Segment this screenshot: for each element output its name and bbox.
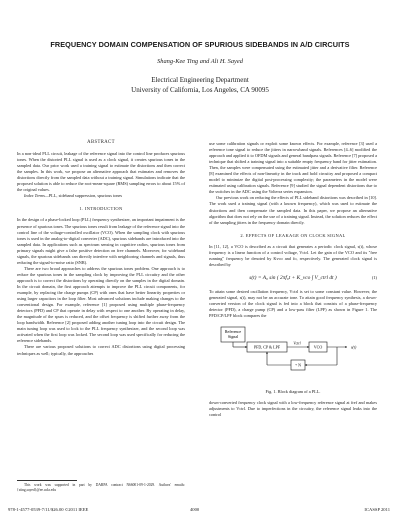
equation-number: (1) [371, 274, 377, 280]
pfd-cp-lpf-label: PFD, CP & LPF [253, 344, 281, 350]
left-column [17, 140, 185, 357]
divider-label: ÷ N [294, 362, 302, 368]
section-1-heading: 1. INTRODUCTION [79, 206, 123, 212]
equation-1 [209, 272, 377, 284]
section-2-heading: 2. EFFECTS OF LEAKAGE ON CLOCK SIGNAL [240, 232, 346, 238]
affiliation-university: University of California, Los Angeles, CA 90095 [131, 85, 269, 94]
pll-block-diagram [209, 323, 377, 387]
abstract-heading: ABSTRACT [87, 140, 115, 145]
paper-authors: Shang-Kee Ting and Ali H. Sayed [157, 58, 243, 65]
index-terms-text: PLL, sideband suppression, spurious tones [48, 193, 123, 199]
footer-isbn: 978-1-4577-0539-7/11/$26.00 ©2011 IEEE [8, 507, 89, 512]
right-paragraph: use some calibration signals or exploit some known effects. For example, reference [3] used a reference tone signal to reduce the jitters in narrowband signals. References [4–6] modified the approach and applied it to OFDM signals and general bandpass signals. Reference [7] proposed a technique that shifted a training signal into a suitable empty frequency band for jitter estimation. Then, the samples were compensated using the estimated jitter and a derivative filter. Reference [8] examined the effects of non-linearity in the track and hold circuitry and proposed a compact model to minimize the digital post-processing complexity; the parameters in the model were estimated using calibration signals. Reference [9] studied the signal dependent distortions due to the switches in the ADC using the Volterra series expansion. [209, 141, 377, 195]
section-1-paragraph: There are various proposed solutions to correct ADC distortions using digital processing techniques as well; typically, the approaches [17, 344, 185, 356]
paper-title: FREQUENCY DOMAIN COMPENSATION OF SPURIOUS SIDEBANDS IN A/D CIRCUITS [50, 40, 350, 49]
footnote [17, 480, 185, 492]
index-terms-label: Index Terms— [24, 193, 49, 199]
right-paragraph: Our previous work on reducing the effects of PLL sideband distortions was described in [10]. The work used a training signal (with a known frequency), which was used to estimate the distortions and then compensate the sampled data. In this paper, we propose an alternative algorithm that does not rely on the use of a training signal. Instead, the solution reduces the effect of the sampling jitters in the frequency domain directly. [209, 195, 377, 225]
reference-label-2: Signal [227, 334, 239, 340]
right-paragraph: To attain some desired oscillation frequency, Vctrl is set to some constant value. However, the generated signal, s(t), may not be an accurate tone. To attain good frequency synthesis, a down-converted version of the clock signal is fed into a block that consists of a phase-frequency detector (PFD), a charge pump (CP) and a low-pass filter (LPF) as shown in Figure 1. The PFD/CP/LPF block compares the [209, 288, 377, 319]
abstract-text: In a non-ideal PLL circuit, leakage of the reference signal into the control line produces spurious tones. When the distorted PLL signal is used as a clock signal, it creates spurious tones in the sampled data. Our prior work used a training signal to estimate the distortions and then correct the samples. In this work, we propose an alternative approach that estimates and removes the distortions directly from the sampled data without a training signal. Simulations indicate that the proposed solution is able to reduce the root-mean-square (RMS) sampling errors to about 15% of the original values. [17, 151, 185, 193]
equation-body: s(t) = A₀ sin ( 2πf₀t + K_vco ∫ V_ctrl dt ) [249, 274, 337, 281]
right-paragraph: In [11, 12], a VCO is described as a circuit that generates a periodic clock signal, s(t), whose frequency is a linear function of a control voltage, Vctrl. Let the gain of the VCO and its "free running" frequency be denoted by Kvco and fo, respectively. The generated clock signal is described by [209, 243, 377, 267]
section-1-paragraph: There are two broad approaches to address the spurious tones problem. One approach is to reduce the spurious tones in the sampling clock by improving the PLL circuitry and the other approach is to correct the distortions by operating directly on the samples in the digital domain. In the circuit domain, the first approach attempts to improve the PLL circuit components, for example, by replacing the charge pumps (CP) with ones that have better linearity properties or using larger capacitors in the loop filter. Most advanced solutions include making changes to the conventional design. For example, reference [1] proposed using multiple phase-frequency detectors (PFD) and CP that operate in delay with respect to one another. By operating in delay, the magnitude of the spurs is reduced, and the offset frequency is shifted further away from the loop bandwidth. Reference [2] proposed adding another tuning loop into the circuit design. The main tuning loop was used to lock to the PLL frequency synthesizer, and the second loop was activated when the first loop was locked. The second loop was used specifically for reducing the reference sidebands. [17, 265, 185, 344]
affiliation [0, 76, 400, 95]
section-1-paragraph: In the design of a phase-locked loop (PLL) frequency synthesizer, an important impairment is the presence of spurious tones. The spurious tones result from leakage of the reference signal into the control line of the voltage-controlled oscillator (VCO). When the sampling clock with spurious tones is used in the analog-to-digital converter (ADC), spurious sidebands are introduced into the sampled data. In applications such as spectrum sensing in cognitive radios, spurious tones from primary signals might give a false positive detection on free channels. Moreover, for wideband signals, the spurious sidebands can directly interfere with neighboring channels and signals, thus reducing the signal-to-noise ratio (SNR). [17, 217, 185, 265]
footer-page-number: 4000 [190, 507, 200, 512]
figure-1 [209, 323, 377, 387]
footnote-text: This work was supported in part by DARPA contract N66001-09-1-2029. Authors' emails: {sting,sayed}@ee.ucla.edu [17, 483, 185, 492]
vctrl-label: Vctrl [293, 341, 301, 346]
st-label: s(t) [351, 344, 357, 350]
right-paragraph: down-converted frequency clock signal with a low-frequency reference signal at fref and makes adjustments to Vctrl. Due to imperfections in the circuitry, the reference signal leaks into the control [209, 400, 377, 418]
figure-1-caption: Fig. 1. Block diagram of a PLL. [265, 389, 321, 395]
right-column [209, 141, 377, 418]
footer-conference: ICASSP 2011 [364, 507, 390, 512]
affiliation-department: Electrical Engineering Department [151, 76, 249, 84]
reference-label-1: Reference [224, 329, 242, 335]
vco-label: VCO [313, 344, 323, 350]
footnote-rule [17, 480, 77, 481]
